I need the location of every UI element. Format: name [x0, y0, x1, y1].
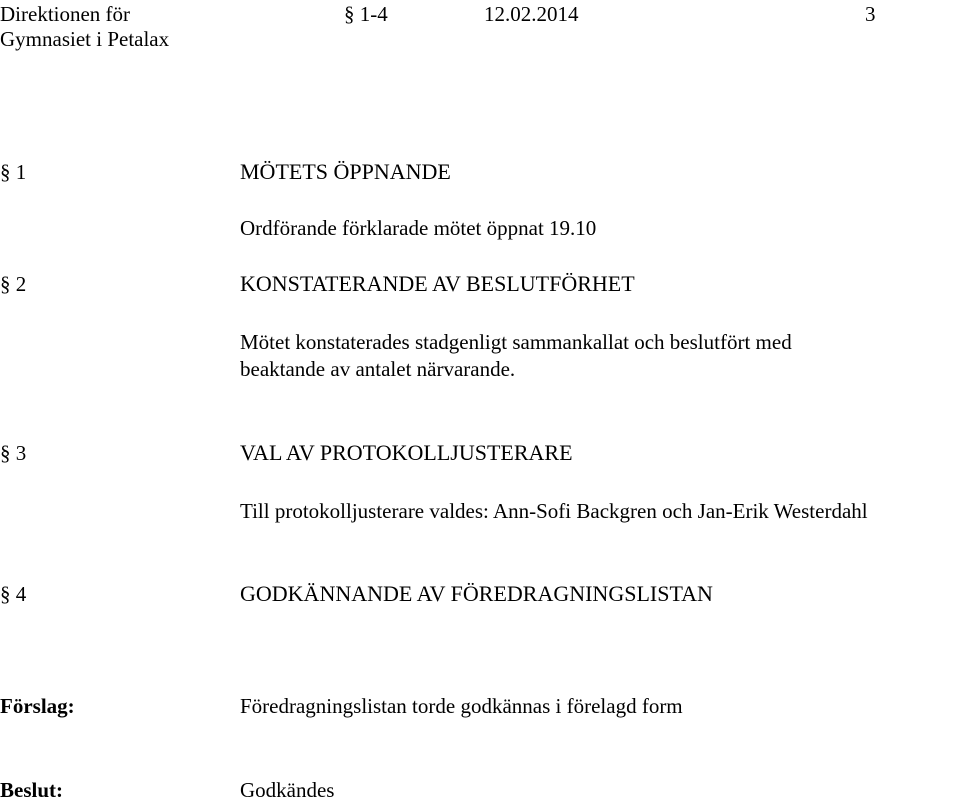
section-3-number: § 3 [0, 441, 27, 465]
header-page-number: 3 [865, 2, 876, 26]
section-2-body-line2: beaktande av antalet närvarande. [240, 357, 516, 381]
section-1-body: Ordförande förklarade mötet öppnat 19.10 [240, 216, 597, 240]
proposal-label: Förslag: [0, 694, 75, 718]
section-1-number: § 1 [0, 160, 27, 184]
section-4-title: GODKÄNNANDE AV FÖREDRAGNINGSLISTAN [240, 581, 713, 606]
header-organization-line1: Direktionen för [0, 2, 131, 26]
section-3-body: Till protokolljusterare valdes: Ann-Sofi Backgren och Jan-Erik Westerdahl [240, 499, 868, 523]
section-4-number: § 4 [0, 582, 27, 606]
section-2-body-line1: Mötet konstaterades stadgenligt sammankallat och beslutfört med [240, 330, 792, 354]
section-1-title: MÖTETS ÖPPNANDE [240, 159, 451, 184]
section-2-title: KONSTATERANDE AV BESLUTFÖRHET [240, 271, 635, 296]
section-3-title: VAL AV PROTOKOLLJUSTERARE [240, 440, 573, 465]
decision-text: Godkändes [240, 778, 335, 802]
decision-label: Beslut: [0, 778, 63, 802]
section-2-number: § 2 [0, 272, 27, 296]
header-organization-line2: Gymnasiet i Petalax [0, 27, 170, 51]
header-date: 12.02.2014 [484, 2, 579, 26]
proposal-text: Föredragningslistan torde godkännas i förelagd form [240, 694, 683, 718]
header-section-range: § 1-4 [344, 2, 388, 26]
